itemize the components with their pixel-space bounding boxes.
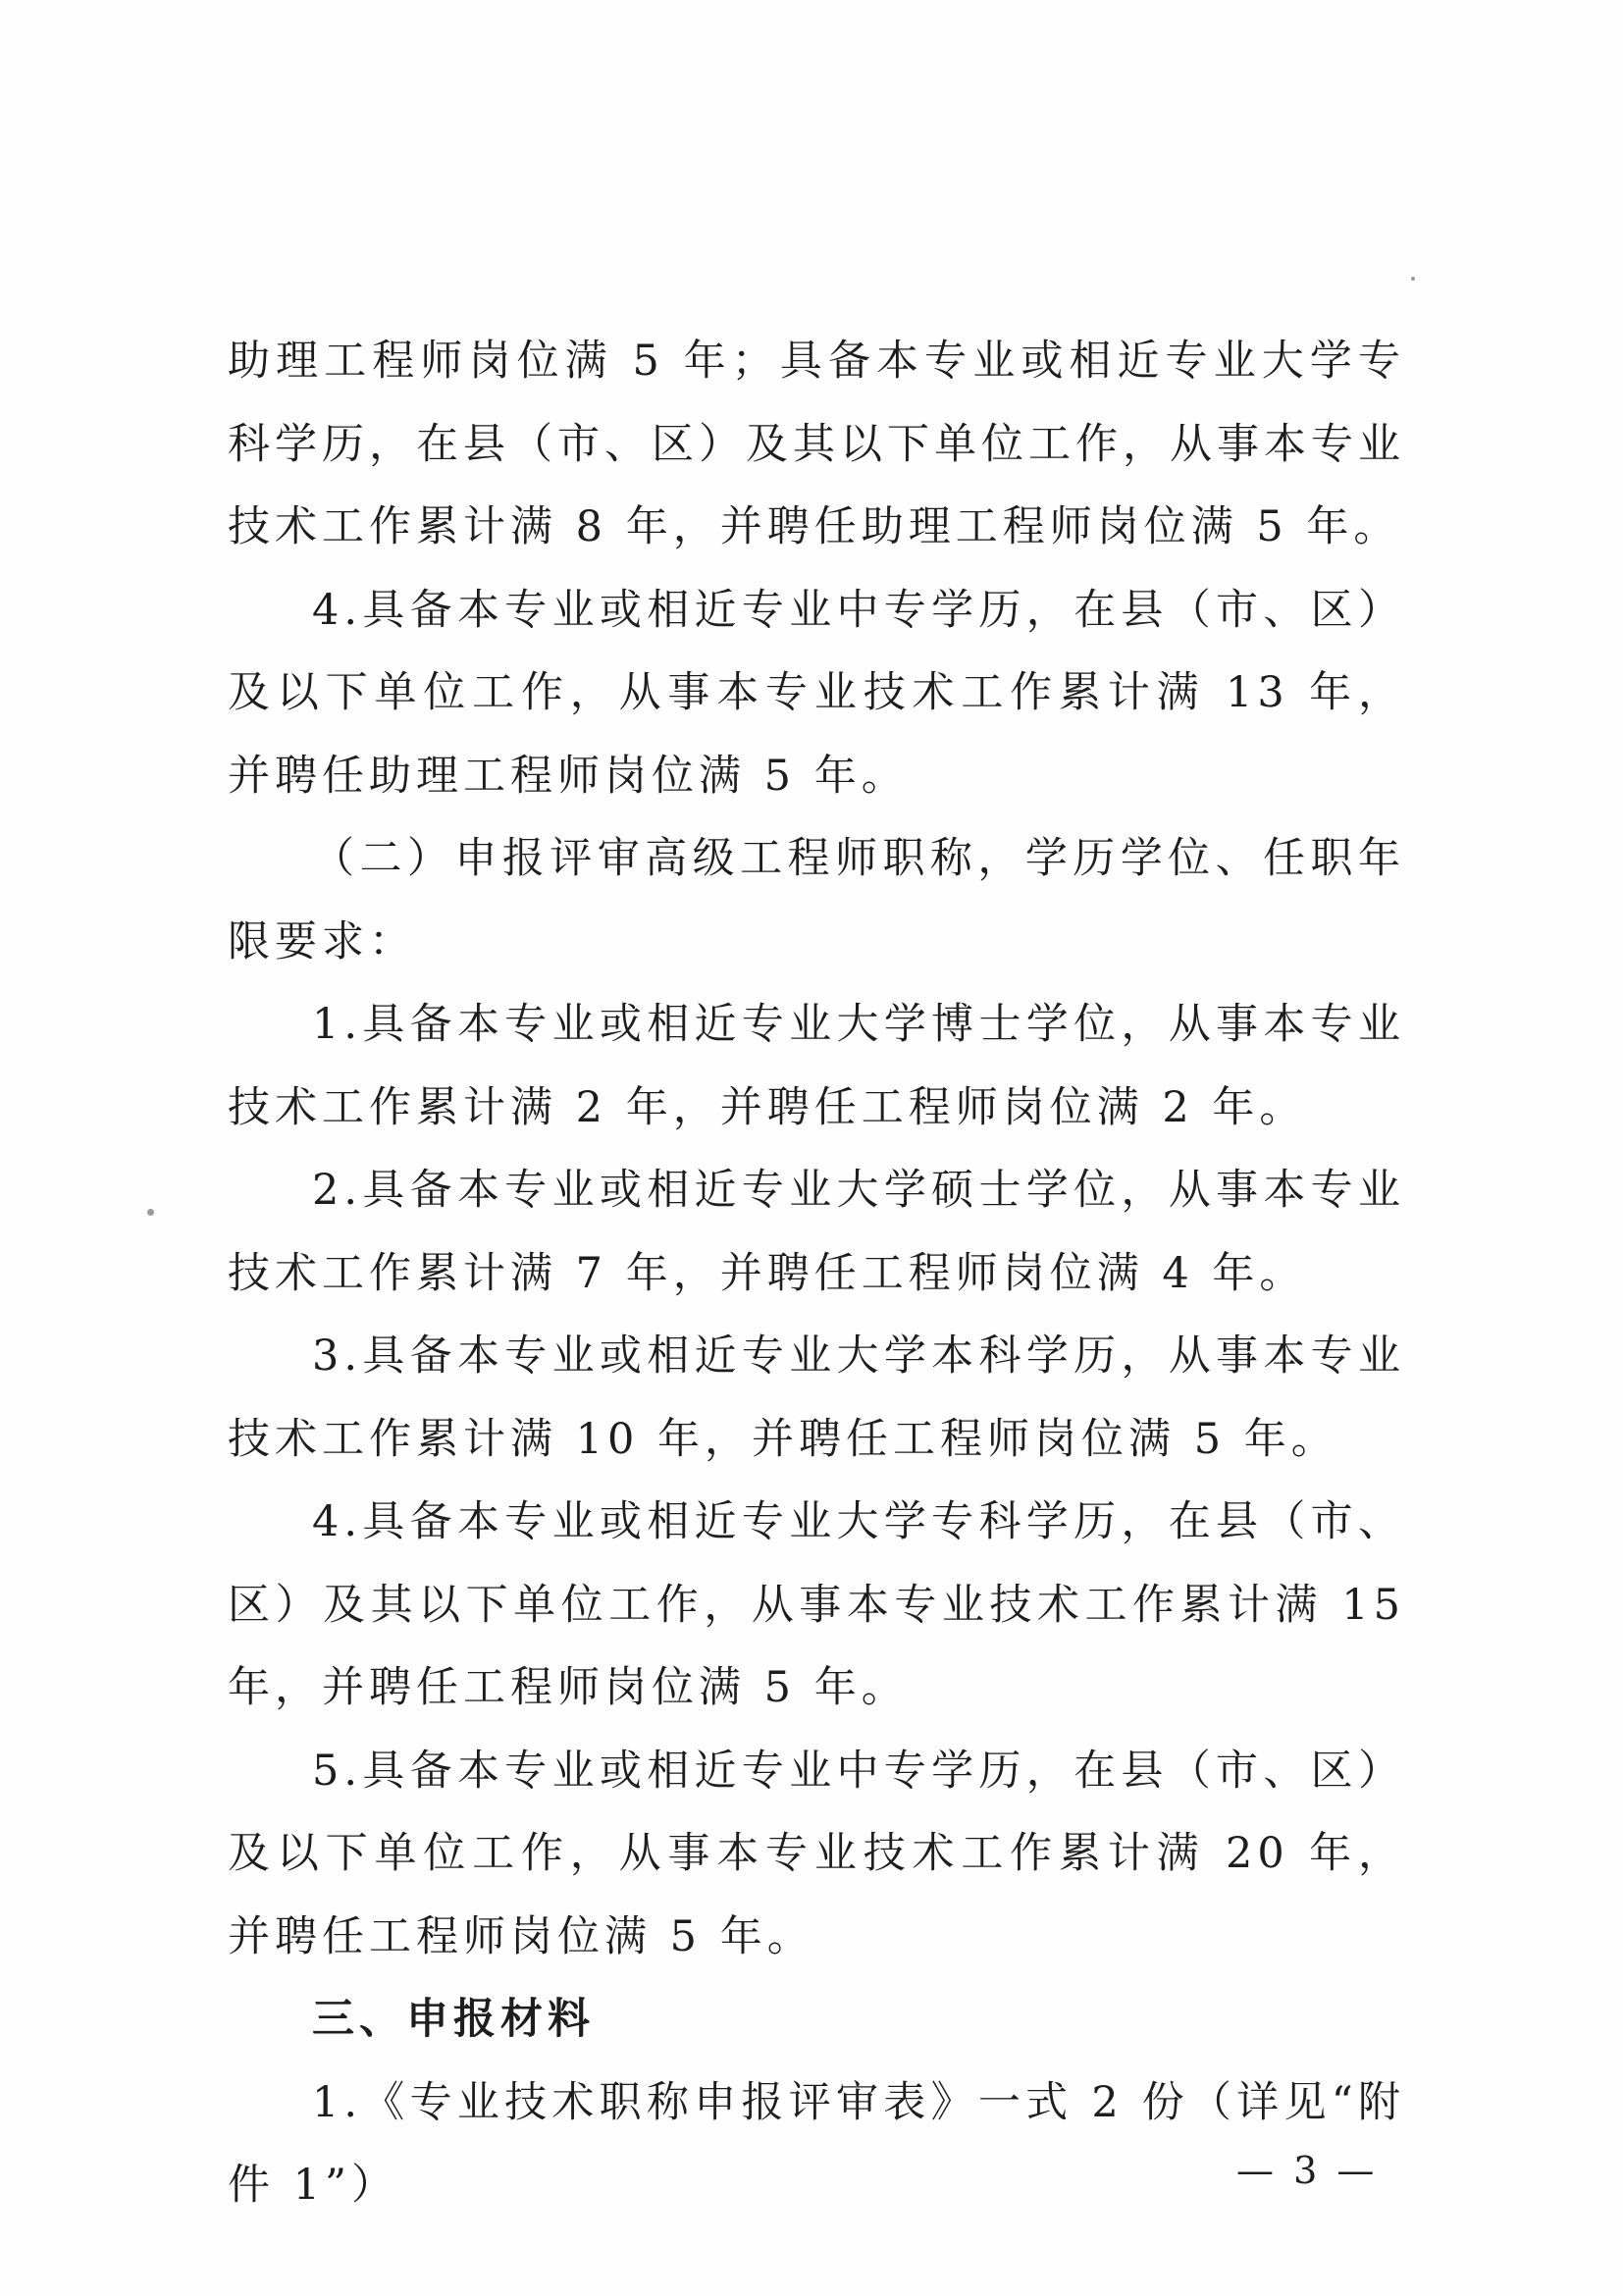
scan-speck	[1411, 277, 1415, 281]
body-paragraph: 助理工程师岗位满 5 年；具备本专业或相近专业大学专科学历，在县（市、区）及其以下单位工作，从事本专业技术工作累计满 8 年，并聘任助理工程师岗位满 5 年。	[228, 337, 1405, 551]
page-number: — 3 —	[1236, 2149, 1379, 2192]
body-paragraph: 4.具备本专业或相近专业大学专科学历，在县（市、区）及其以下单位工作，从事本专业技术工作累计满 15 年，并聘任工程师岗位满 5 年。	[228, 1497, 1405, 1712]
body-paragraph: 3.具备本专业或相近专业大学本科学历，从事本专业技术工作累计满 10 年，并聘任工程师岗位满 5 年。	[228, 1331, 1405, 1464]
body-paragraph: 1.具备本专业或相近专业大学博士学位，从事本专业技术工作累计满 2 年，并聘任工程师岗位满 2 年。	[228, 1000, 1405, 1132]
body-paragraph: 1.《专业技术职称申报评审表》一式 2 份（详见“附件 1”）	[228, 2077, 1405, 2210]
body-paragraph: 4.具备本专业或相近专业中专学历，在县（市、区）及以下单位工作，从事本专业技术工作累计满 13 年，并聘任助理工程师岗位满 5 年。	[228, 585, 1405, 801]
document-body	[228, 320, 1405, 2227]
section-subheading: （二）申报评审高级工程师职称，学历学位、任职年限要求：	[228, 834, 1405, 966]
section-heading: 三、申报材料	[312, 1995, 595, 2044]
body-paragraph: 5.具备本专业或相近专业中专学历，在县（市、区）及以下单位工作，从事本专业技术工作累计满 20 年，并聘任工程师岗位满 5 年。	[228, 1746, 1405, 1961]
body-paragraph: 2.具备本专业或相近专业大学硕士学位，从事本专业技术工作累计满 7 年，并聘任工程师岗位满 4 年。	[228, 1166, 1405, 1298]
scan-speck	[147, 1209, 154, 1216]
